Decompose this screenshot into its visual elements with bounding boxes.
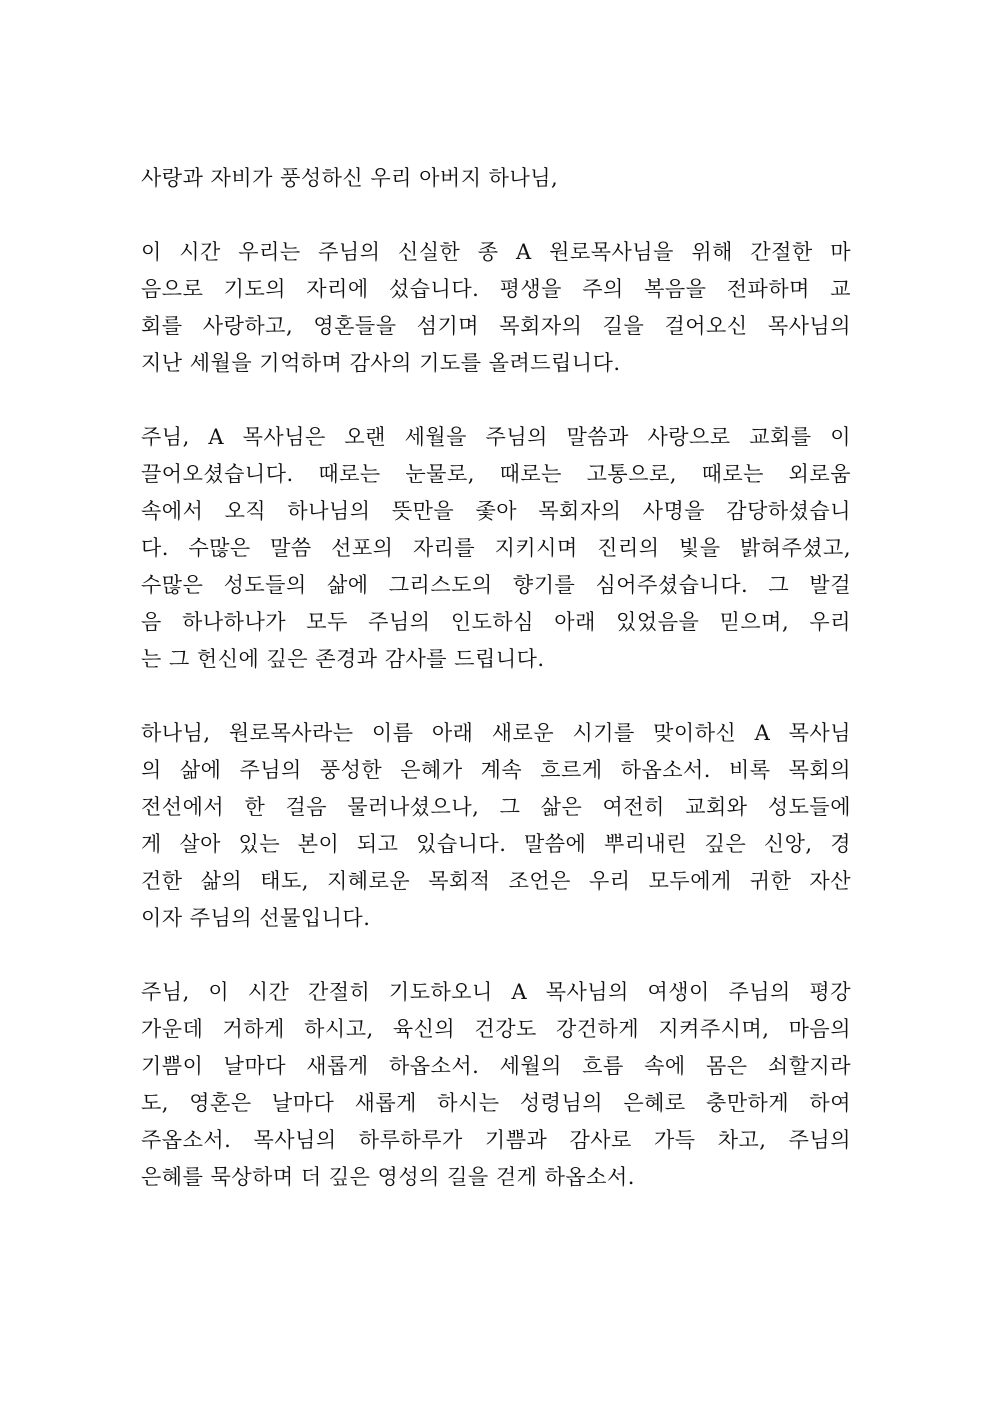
paragraph-line: 는 그 헌신에 깊은 존경과 감사를 드립니다.: [141, 647, 545, 671]
paragraph-line: 가운데 거하게 하시고, 육신의 건강도 강건하게 지켜주시며, 마음의: [141, 1017, 851, 1041]
paragraph-line: 속에서 오직 하나님의 뜻만을 좇아 목회자의 사명을 감당하셨습니: [141, 499, 851, 523]
paragraph-line: 끌어오셨습니다. 때로는 눈물로, 때로는 고통으로, 때로는 외로움: [141, 462, 851, 486]
paragraph-1: [141, 234, 851, 382]
paragraph-3: [141, 715, 851, 937]
paragraph-line: 주님, A 목사님은 오랜 세월을 주님의 말씀과 사랑으로 교회를 이: [141, 425, 851, 449]
paragraph-line: 음 하나하나가 모두 주님의 인도하심 아래 있었음을 믿으며, 우리: [141, 610, 851, 634]
paragraph-line: 하나님, 원로목사라는 이름 아래 새로운 시기를 맞이하신 A 목사님: [141, 721, 851, 745]
salutation-paragraph: [141, 160, 851, 197]
salutation-line: 사랑과 자비가 풍성하신 우리 아버지 하나님,: [141, 166, 559, 190]
paragraph-line: 이 시간 우리는 주님의 신실한 종 A 원로목사님을 위해 간절한 마: [141, 240, 851, 264]
paragraph-line: 의 삶에 주님의 풍성한 은혜가 계속 흐르게 하옵소서. 비록 목회의: [141, 758, 851, 782]
paragraph-line: 이자 주님의 선물입니다.: [141, 906, 371, 930]
paragraph-line: 다. 수많은 말씀 선포의 자리를 지키시며 진리의 빛을 밝혀주셨고,: [141, 536, 851, 560]
paragraph-4: [141, 974, 851, 1196]
paragraph-line: 지난 세월을 기억하며 감사의 기도를 올려드립니다.: [141, 351, 621, 375]
paragraph-line: 주님, 이 시간 간절히 기도하오니 A 목사님의 여생이 주님의 평강: [141, 980, 851, 1004]
paragraph-line: 회를 사랑하고, 영혼들을 섬기며 목회자의 길을 걸어오신 목사님의: [141, 314, 851, 338]
paragraph-line: 도, 영혼은 날마다 새롭게 하시는 성령님의 은혜로 충만하게 하여: [141, 1091, 851, 1115]
paragraph-line: 전선에서 한 걸음 물러나셨으나, 그 삶은 여전히 교회와 성도들에: [141, 795, 851, 819]
paragraph-line: 기쁨이 날마다 새롭게 하옵소서. 세월의 흐름 속에 몸은 쇠할지라: [141, 1054, 851, 1078]
paragraph-line: 은혜를 묵상하며 더 깊은 영성의 길을 걷게 하옵소서.: [141, 1165, 635, 1189]
paragraph-line: 음으로 기도의 자리에 섰습니다. 평생을 주의 복음을 전파하며 교: [141, 277, 851, 301]
document-body: [141, 160, 851, 1233]
paragraph-2: [141, 419, 851, 678]
paragraph-line: 게 살아 있는 본이 되고 있습니다. 말씀에 뿌리내린 깊은 신앙, 경: [141, 832, 851, 856]
paragraph-line: 주옵소서. 목사님의 하루하루가 기쁨과 감사로 가득 차고, 주님의: [141, 1128, 851, 1152]
paragraph-line: 수많은 성도들의 삶에 그리스도의 향기를 심어주셨습니다. 그 발걸: [141, 573, 851, 597]
paragraph-line: 건한 삶의 태도, 지혜로운 목회적 조언은 우리 모두에게 귀한 자산: [141, 869, 851, 893]
